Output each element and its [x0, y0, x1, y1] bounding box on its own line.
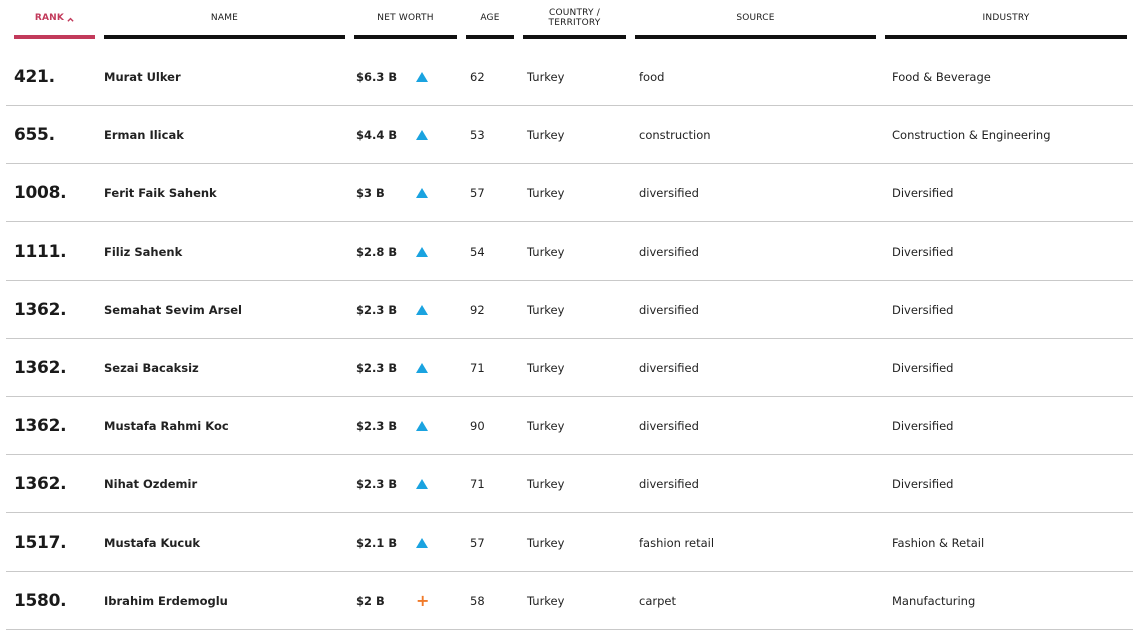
- country-cell: Turkey: [527, 128, 565, 143]
- trend-up-icon: [416, 339, 428, 397]
- trend-up-icon: [416, 223, 428, 281]
- country-column-header[interactable]: [523, 0, 626, 40]
- rank-cell: 421.: [14, 67, 55, 87]
- net-worth-cell: $2.3 B: [356, 302, 398, 317]
- country-header-underline: [523, 35, 626, 39]
- rank-cell: 1362.: [14, 416, 67, 437]
- source-cell: fashion retail: [639, 535, 715, 550]
- trend-up-icon: [416, 397, 428, 455]
- trend-up-icon: [416, 455, 428, 513]
- rank-cell: 1580.: [14, 590, 67, 611]
- name-column-header[interactable]: [104, 0, 345, 40]
- net-worth-cell: $2 B: [356, 593, 385, 608]
- net-worth-cell: $2.1 B: [356, 535, 398, 550]
- country-header-label[interactable]: COUNTRY / TERRITORY: [548, 8, 601, 28]
- source-column-header[interactable]: [635, 0, 876, 40]
- source-cell: food: [639, 70, 665, 84]
- source-header-underline: [635, 35, 876, 39]
- name-cell[interactable]: Erman Ilicak: [104, 128, 184, 143]
- source-cell: diversified: [639, 361, 699, 375]
- name-header-underline: [104, 35, 345, 39]
- name-cell[interactable]: Filiz Sahenk: [104, 244, 183, 259]
- name-cell[interactable]: Nihat Ozdemir: [104, 477, 198, 492]
- source-cell: diversified: [639, 302, 699, 317]
- industry-header-label[interactable]: INDUSTRY: [982, 13, 1030, 23]
- rank-header-underline: [14, 35, 95, 39]
- table-row[interactable]: [6, 281, 1133, 339]
- net-worth-cell: $2.3 B: [356, 419, 398, 434]
- country-cell: Turkey: [527, 70, 565, 84]
- source-cell: carpet: [639, 593, 676, 608]
- table-row[interactable]: [6, 164, 1133, 222]
- industry-cell: Diversified: [892, 477, 954, 492]
- industry-cell: Diversified: [892, 302, 954, 317]
- trend-up-icon: [416, 164, 428, 222]
- new-entry-icon: +: [416, 590, 430, 610]
- table-row[interactable]: [6, 514, 1133, 572]
- age-cell: 54: [470, 244, 485, 259]
- table-row[interactable]: [6, 397, 1133, 455]
- net-worth-cell: $2.8 B: [356, 244, 398, 259]
- country-cell: Turkey: [527, 361, 565, 375]
- rank-cell: 1111.: [14, 241, 67, 262]
- industry-cell: Manufacturing: [892, 593, 976, 608]
- net-worth-cell: $4.4 B: [356, 128, 398, 143]
- name-cell[interactable]: Semahat Sevim Arsel: [104, 302, 242, 317]
- country-cell: Turkey: [527, 302, 565, 317]
- rank-cell: 655.: [14, 125, 55, 146]
- table-row[interactable]: [6, 572, 1133, 630]
- rank-cell: 1362.: [14, 474, 67, 495]
- industry-header-underline: [885, 35, 1127, 39]
- age-cell: 71: [470, 361, 485, 375]
- source-cell: construction: [639, 128, 711, 143]
- age-cell: 57: [470, 535, 485, 550]
- industry-cell: Fashion & Retail: [892, 535, 985, 550]
- country-cell: Turkey: [527, 593, 565, 608]
- age-cell: 57: [470, 186, 485, 201]
- net-worth-header-label[interactable]: NET WORTH: [377, 13, 434, 23]
- name-cell[interactable]: Murat Ulker: [104, 70, 181, 84]
- source-cell: diversified: [639, 477, 699, 492]
- source-cell: diversified: [639, 419, 699, 434]
- age-cell: 92: [470, 302, 485, 317]
- trend-up-icon: [416, 48, 428, 106]
- industry-cell: Diversified: [892, 419, 954, 434]
- age-cell: 90: [470, 419, 485, 434]
- net-worth-cell: $2.3 B: [356, 477, 398, 492]
- country-cell: Turkey: [527, 419, 565, 434]
- name-header-label[interactable]: NAME: [210, 13, 239, 23]
- name-cell[interactable]: Mustafa Rahmi Koc: [104, 419, 229, 434]
- net-worth-column-header[interactable]: [354, 0, 457, 40]
- age-cell: 58: [470, 593, 485, 608]
- industry-column-header[interactable]: [885, 0, 1127, 40]
- trend-up-icon: [416, 281, 428, 339]
- net-worth-header-underline: [354, 35, 457, 39]
- net-worth-cell: $3 B: [356, 186, 385, 201]
- industry-cell: Diversified: [892, 186, 954, 201]
- rank-cell: 1362.: [14, 299, 67, 320]
- country-cell: Turkey: [527, 535, 565, 550]
- table-row[interactable]: [6, 339, 1133, 397]
- net-worth-cell: $2.3 B: [356, 361, 398, 375]
- name-cell[interactable]: Sezai Bacaksiz: [104, 361, 199, 375]
- table-row[interactable]: [6, 106, 1133, 164]
- source-header-label[interactable]: SOURCE: [736, 13, 775, 23]
- age-cell: 53: [470, 128, 485, 143]
- source-cell: diversified: [639, 244, 699, 259]
- net-worth-cell: $6.3 B: [356, 70, 398, 84]
- age-cell: 62: [470, 70, 485, 84]
- industry-cell: Food & Beverage: [892, 70, 991, 84]
- source-cell: diversified: [639, 186, 699, 201]
- industry-cell: Diversified: [892, 244, 954, 259]
- age-cell: 71: [470, 477, 485, 492]
- age-column-header[interactable]: [466, 0, 514, 40]
- rank-cell: 1362.: [14, 358, 67, 378]
- table-row[interactable]: [6, 223, 1133, 281]
- name-cell[interactable]: Ibrahim Erdemoglu: [104, 593, 228, 608]
- country-cell: Turkey: [527, 186, 565, 201]
- trend-up-icon: [416, 106, 428, 164]
- rank-cell: 1517.: [14, 532, 67, 553]
- rank-cell: 1008.: [14, 183, 67, 204]
- age-header-label[interactable]: AGE: [480, 13, 500, 23]
- rank-column-header[interactable]: [14, 0, 95, 40]
- country-cell: Turkey: [527, 477, 565, 492]
- industry-cell: Construction & Engineering: [892, 128, 1051, 143]
- industry-cell: Diversified: [892, 361, 954, 375]
- table-row[interactable]: [6, 48, 1133, 106]
- sort-ascending-icon: [67, 16, 74, 23]
- name-cell[interactable]: Mustafa Kucuk: [104, 535, 201, 550]
- table-row[interactable]: [6, 455, 1133, 513]
- trend-up-icon: [416, 514, 428, 572]
- rank-header-label: RANK: [34, 13, 65, 23]
- age-header-underline: [466, 35, 514, 39]
- country-cell: Turkey: [527, 244, 565, 259]
- name-cell[interactable]: Ferit Faik Sahenk: [104, 186, 217, 201]
